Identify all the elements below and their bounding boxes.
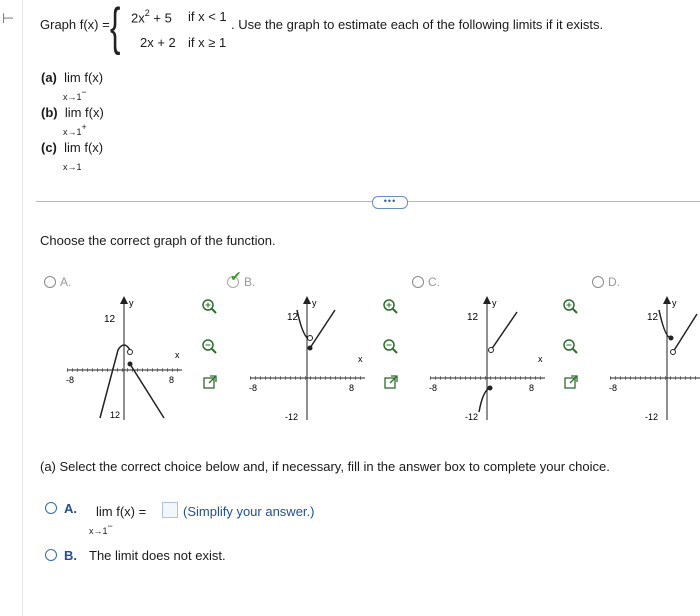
choice-b-radio[interactable]: [45, 549, 57, 561]
x-right-label: 8: [169, 375, 175, 385]
y-top-label: 12: [104, 314, 116, 325]
option-d-label: D.: [608, 275, 620, 289]
part-a-subscript: x→1−: [63, 87, 87, 102]
piece2-condition: if x ≥ 1: [188, 35, 227, 50]
section-divider: [36, 201, 700, 202]
problem-prefix: Graph f(x) =: [40, 17, 110, 32]
y-axis-label: y: [672, 298, 677, 308]
x-right-label: 8: [349, 383, 355, 393]
left-panel-edge: [0, 0, 23, 616]
closed-point: [128, 362, 133, 367]
zoom-in-icon[interactable]: [200, 298, 218, 316]
option-c-radio[interactable]: [412, 276, 424, 288]
x-axis-label: x: [538, 354, 543, 364]
zoom-in-icon[interactable]: [561, 298, 579, 316]
part-a: (a) lim f(x): [41, 70, 104, 85]
piece1-condition: if x < 1: [188, 9, 227, 24]
graph-a: [62, 292, 192, 424]
part-c: (c) lim f(x): [41, 140, 104, 155]
y-top-label: 12: [647, 312, 659, 323]
y-arrow: [303, 296, 311, 304]
zoom-in-icon[interactable]: [381, 298, 399, 316]
graph-c: [425, 292, 555, 424]
y-bottom-label: -12: [645, 412, 659, 422]
part-b-subscript: x→1+: [63, 122, 87, 137]
x-left-label: -8: [66, 375, 75, 385]
y-top-label: 12: [467, 312, 479, 323]
parabola-left: [659, 310, 671, 338]
choose-prompt: Choose the correct graph of the function.: [40, 233, 276, 248]
choice-a-label: A.: [64, 501, 77, 516]
popout-icon[interactable]: [562, 374, 580, 392]
parabola-lower: [479, 388, 490, 412]
choice-a-radio[interactable]: [45, 502, 57, 514]
y-axis-label: y: [129, 298, 134, 308]
y-top-label: 12: [287, 312, 299, 323]
y-bottom-label: -12: [285, 412, 299, 422]
problem-instruction: . Use the graph to estimate each of the following limits if it exists.: [231, 17, 604, 32]
y-axis-label: y: [312, 298, 317, 308]
limit-answer-input[interactable]: [162, 502, 178, 518]
zoom-out-icon[interactable]: [381, 338, 399, 356]
parabola-left: [297, 310, 310, 340]
question-a-prompt: (a) Select the correct choice below and, if necessary, fill in the answer box to complete your choice.: [40, 459, 610, 474]
open-point: [489, 348, 494, 353]
line-right: [130, 364, 164, 418]
option-b-label: B.: [244, 275, 256, 289]
popout-icon[interactable]: [201, 374, 219, 392]
open-point: [671, 350, 676, 355]
curve-left: [100, 345, 130, 418]
option-d-radio[interactable]: [592, 276, 604, 288]
x-left-label: -8: [609, 383, 618, 393]
line-right: [310, 310, 335, 348]
x-axis-label: x: [358, 354, 363, 364]
open-point: [308, 336, 313, 341]
line-right: [491, 312, 517, 350]
y-arrow: [483, 296, 491, 304]
x-left-label: -8: [429, 383, 438, 393]
part-c-subscript: x→1: [63, 162, 82, 172]
choice-b-label: B.: [64, 548, 77, 563]
closed-point: [308, 346, 313, 351]
collapse-handle-icon[interactable]: ⊢: [2, 10, 15, 26]
option-a-radio[interactable]: [44, 276, 56, 288]
correct-check-icon: ✔: [230, 268, 242, 284]
x-left-label: -8: [249, 383, 258, 393]
y-arrow: [663, 296, 671, 304]
open-point: [128, 350, 133, 355]
choice-a-subscript: x→1−: [89, 521, 113, 536]
zoom-out-icon[interactable]: [200, 338, 218, 356]
graph-d: [605, 292, 700, 424]
closed-point: [669, 336, 674, 341]
x-right-label: 8: [529, 383, 535, 393]
piecewise-brace: {: [110, 0, 121, 56]
y-axis-label: y: [492, 298, 497, 308]
choice-a-hint: (Simplify your answer.): [183, 504, 315, 519]
zoom-out-icon[interactable]: [561, 338, 579, 356]
y-bottom-label: 12: [110, 410, 121, 420]
popout-icon[interactable]: [382, 374, 400, 392]
part-b: (b) lim f(x): [41, 105, 104, 120]
line-right: [673, 314, 697, 352]
x-axis-label: x: [175, 350, 180, 360]
piece1-formula: $2x^2 + 5$: [131, 8, 172, 26]
closed-point: [488, 386, 493, 391]
choice-a-expr: lim f(x) =: [96, 504, 147, 519]
piece2-formula: 2x + 2: [140, 35, 176, 50]
option-c-label: C.: [428, 275, 440, 289]
y-arrow: [120, 296, 128, 304]
more-button[interactable]: •••: [372, 196, 408, 209]
graph-b: [245, 292, 375, 424]
y-bottom-label: -12: [465, 412, 479, 422]
option-a-label: A.: [60, 275, 72, 289]
choice-b-text: The limit does not exist.: [89, 548, 226, 563]
